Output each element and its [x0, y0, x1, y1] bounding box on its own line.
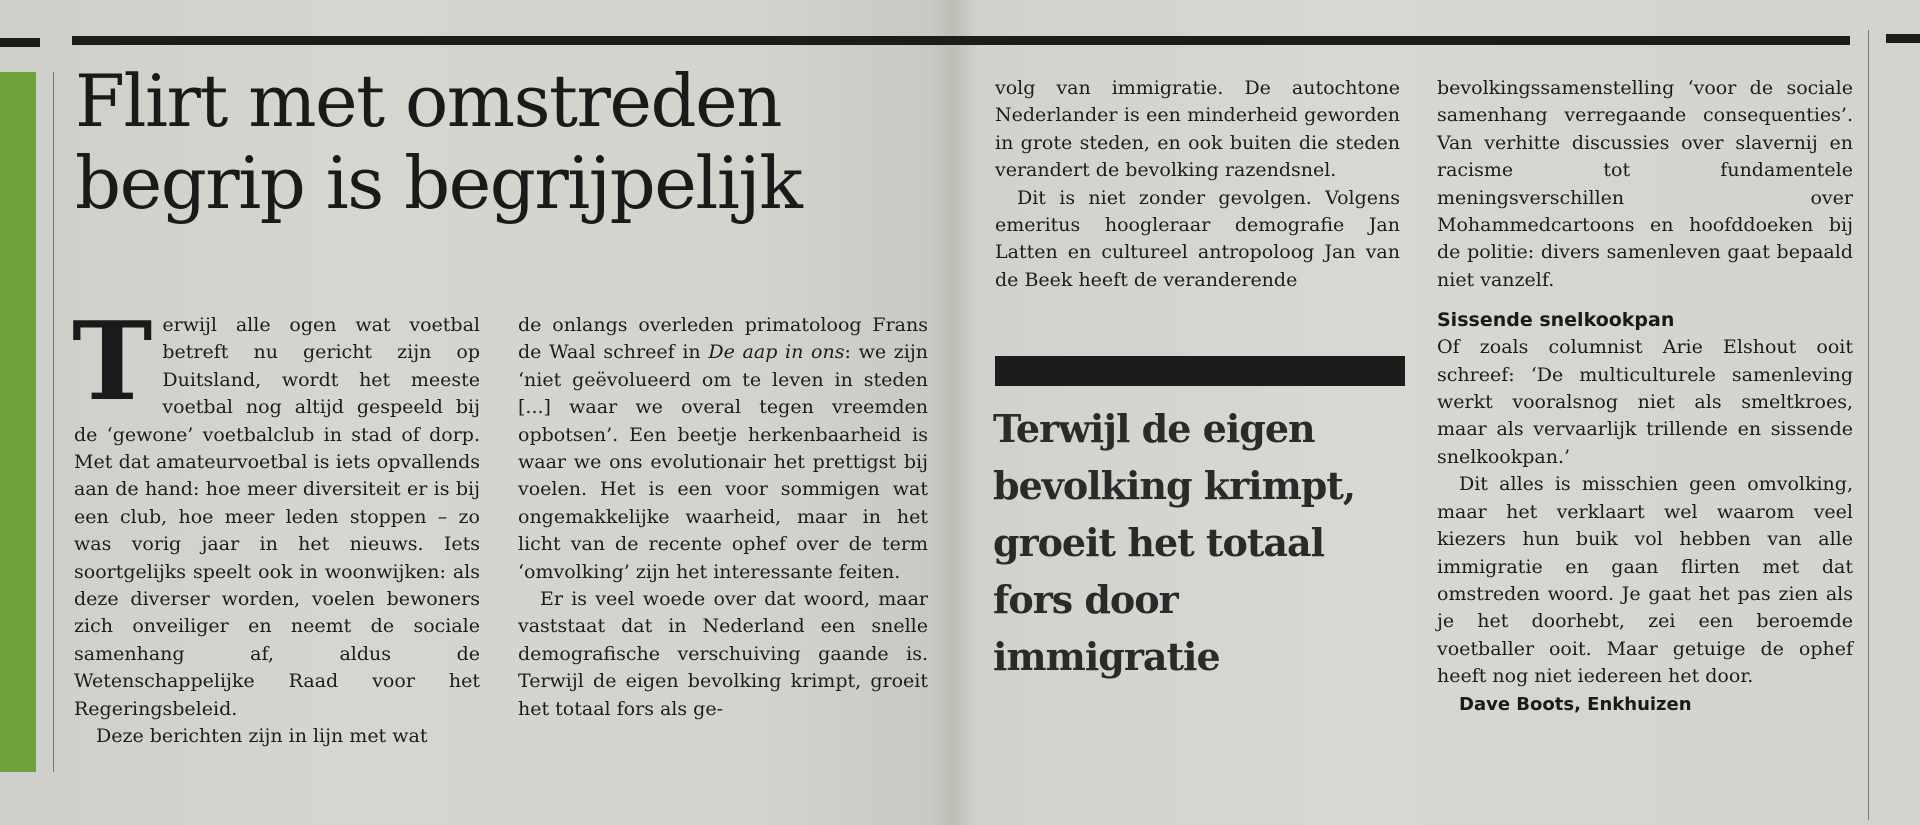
green-margin-strip — [0, 72, 36, 772]
article-paragraph — [72, 299, 480, 723]
article-column-3 — [995, 75, 1400, 294]
column-divider-right — [1868, 30, 1869, 820]
article-column-1 — [72, 299, 480, 751]
article-paragraph — [518, 312, 928, 586]
paragraph-text: de onlangs overleden primatoloog Frans de Waal schreef in — [518, 314, 928, 364]
paragraph-text: : we zijn ‘niet geëvolueerd om te leven in steden [...] waar we overal tegen vreemden opbotsen’. Een beetje herkenbaarheid is waar we ons evolutionair het prettigst bij voelen. Het is een voor sommigen wat ongemakkelijke waarheid, maar in het licht van de recente ophef over de term ‘omvolking’ zijn het interessante feiten. — [518, 341, 928, 583]
article-column-2 — [518, 312, 928, 723]
article-paragraph: bevolkingssamenstelling ‘voor de sociale samenhang verregaande consequenties’. Van verhitte discussies over slavernij en racisme tot fundamentele meningsverschillen over Mohammedcartoons en hoofddoeken bij de politie: divers samenleven gaat bepaald niet vanzelf. — [1437, 77, 1853, 291]
book-title: De aap in ons — [708, 341, 845, 364]
top-rule — [72, 36, 1850, 45]
author-byline: Dave Boots, Enkhuizen — [1459, 693, 1692, 715]
top-rule-right — [1886, 34, 1920, 43]
pull-quote: Terwijl de eigen bevolking krimpt, groeit het totaal fors door immigratie — [993, 406, 1356, 679]
pull-quote-bar — [995, 356, 1405, 386]
article-paragraph: Er is veel woede over dat woord, maar vaststaat dat in Nederland een snelle demografische verschuiving gaande is. Terwijl de eigen bevolking krimpt, groeit het totaal fors als ge- — [518, 588, 928, 720]
article-column-4 — [1437, 75, 1853, 719]
paragraph-text: erwijl alle ogen wat voetbal betreft nu gericht zijn op Duitsland, wordt het meeste voetbal nog altijd gespeeld bij de ‘gewone’ voetbalclub in stad of dorp. Met dat amateurvoetbal is iets opvallends aan de hand: hoe meer diversiteit er is bij een club, hoe meer leden stoppen – zo was vorig jaar in het nieuws. Iets soortgelijks speelt ook in woonwijken: als deze diverser worden, voelen bewoners zich onveiliger en neemt de sociale samenhang af, aldus de Wetenschappelijke Raad voor het Regeringsbeleid. — [74, 314, 480, 720]
article-paragraph: Deze berichten zijn in lijn met wat — [96, 725, 428, 748]
top-rule-left — [0, 38, 40, 47]
article-paragraph: Dit alles is misschien geen omvolking, maar het verklaart wel waarom veel kiezers hun buik vol hebben van alle immigratie en gaan flirten met dat omstreden woord. Je gaat het pas zien als je het doorhebt, zei een beroemde voetballer ooit. Maar getuige de ophef heeft nog niet iedereen het door. — [1437, 473, 1853, 688]
article-paragraph: Dit is niet zonder gevolgen. Volgens emeritus hoogleraar demografie Jan Latten en cultureel antropoloog Jan van de Beek heeft de veranderende — [995, 186, 1400, 291]
drop-cap: T — [72, 299, 153, 425]
article-paragraph: volg van immigratie. De autochtone Nederlander is een minderheid geworden in grote steden, en ook buiten die steden verandert de bevolking razendsnel. — [995, 77, 1400, 182]
section-subheading: Sissende snelkookpan — [1437, 309, 1675, 332]
article-paragraph: Of zoals columnist Arie Elshout ooit schreef: ‘De multiculturele samenleving werkt vooralsnog niet als smeltkroes, maar als vervaarlijk trillende en sissende snelkookpan.’ — [1437, 336, 1853, 468]
column-divider-left — [53, 72, 54, 772]
article-headline: Flirt met omstreden begrip is begrijpelijk — [75, 59, 802, 225]
